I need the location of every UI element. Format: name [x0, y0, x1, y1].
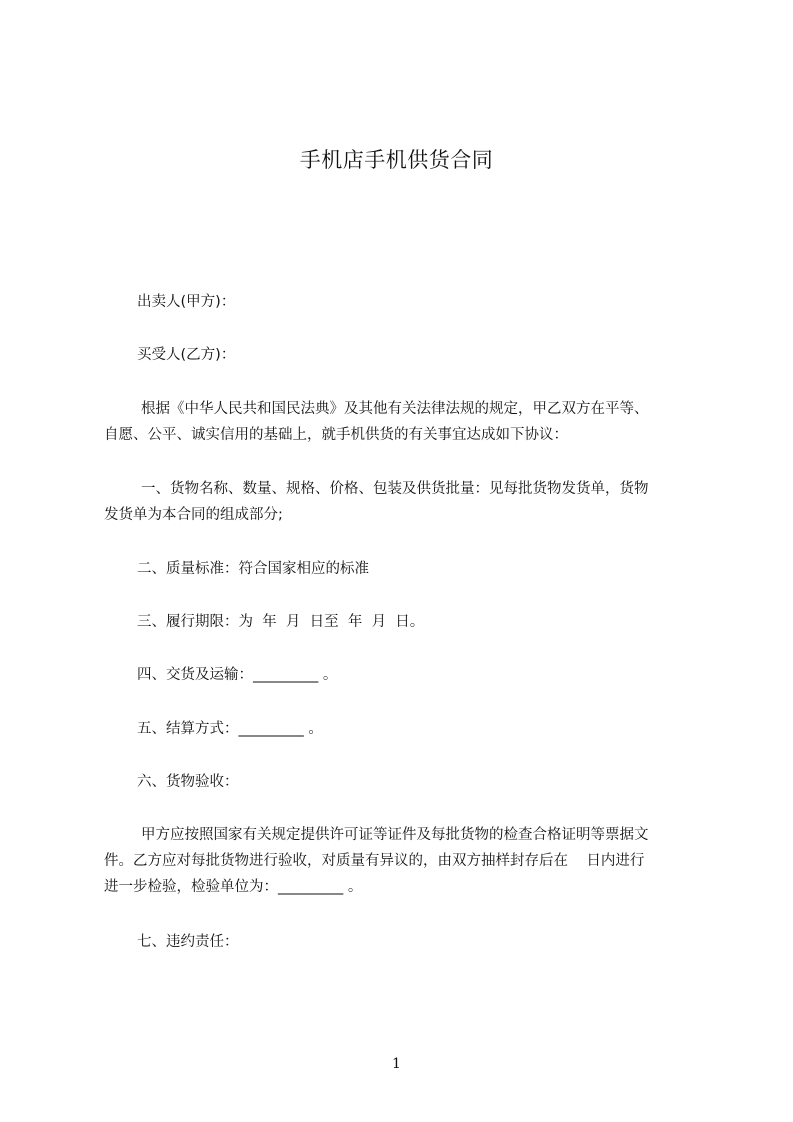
- clause-1-line-2: 发货单为本合同的组成部分;: [104, 507, 283, 523]
- clause-6-line-3-end: 。: [343, 879, 363, 895]
- clause-6-line-3: [104, 874, 704, 900]
- clause-4-label: 四、交货及运输：: [137, 667, 253, 683]
- document-title: 手机店手机供货合同: [299, 148, 494, 172]
- clause-6-line-3-blank: _________: [278, 879, 344, 895]
- clause-1-line-1: 一、货物名称、数量、规格、价格、包装及供货批量：见每批货物发货单，货物: [141, 481, 649, 497]
- clause-5: [104, 716, 737, 742]
- clause-3: 三、履行期限：为 年 月 日至 年 月 日。: [137, 614, 425, 630]
- clause-2: 二、质量标准：符合国家相应的标准: [137, 561, 369, 577]
- clause-4-end: 。: [318, 667, 338, 683]
- preamble-line-1: 根据《中华人民共和国民法典》及其他有关法律法规的规定，甲乙双方在平等、: [141, 401, 649, 417]
- clause-5-end: 。: [303, 721, 323, 737]
- clause-4: [104, 662, 737, 688]
- clause-6-heading: 六、货物验收：: [137, 774, 239, 790]
- page-number: 1: [392, 1056, 401, 1072]
- clause-7: 七、违约责任：: [137, 934, 239, 950]
- seller-label: 出卖人(甲方)：: [137, 294, 236, 310]
- clause-4-blank: _________: [253, 667, 319, 683]
- clause-5-blank: _________: [238, 721, 304, 737]
- clause-6-line-2: 件。乙方应对每批货物进行验收，对质量有异议的，由双方抽样封存后在 日内进行: [104, 853, 645, 869]
- clause-6-line-1: 甲方应按照国家有关规定提供许可证等证件及每批货物的检查合格证明等票据文: [141, 827, 649, 843]
- preamble-line-2: 自愿、公平、诚实信用的基础上，就手机供货的有关事宜达成如下协议：: [104, 427, 568, 443]
- clause-5-label: 五、结算方式：: [137, 721, 239, 737]
- clause-6-line-3-label: 进一步检验，检验单位为：: [104, 879, 278, 895]
- buyer-label: 买受人(乙方)：: [137, 347, 236, 363]
